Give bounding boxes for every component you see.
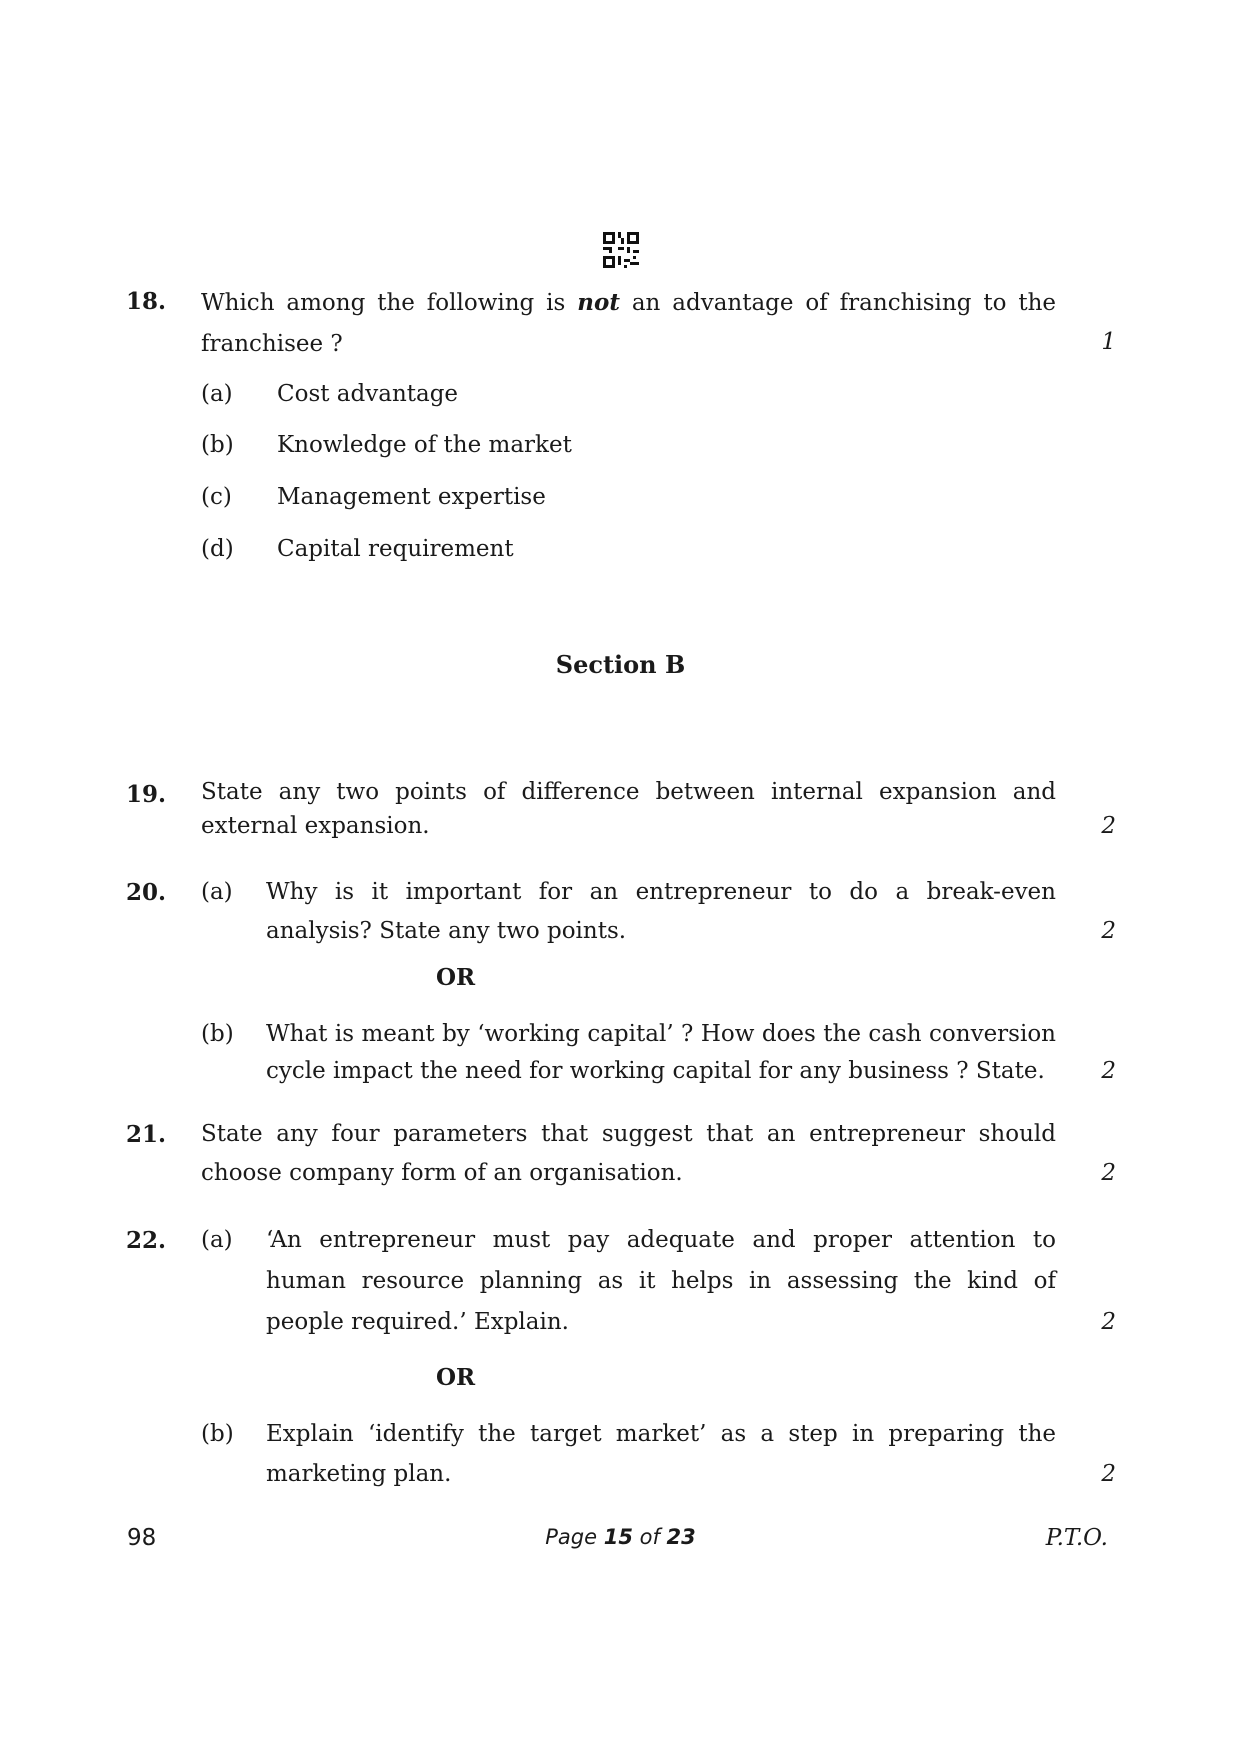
question-18	[126, 282, 1116, 562]
emphasis-not: not	[577, 289, 620, 316]
current-page: 15	[603, 1525, 633, 1549]
option-text: Capital requirement	[277, 536, 514, 562]
marks: 2	[1101, 1309, 1116, 1335]
question-number: 18.	[126, 288, 167, 315]
sub-question-label: (a)	[201, 879, 233, 905]
sub-question-text: Why is it important for an entrepreneur to do a break-even analysis? State any two points.	[266, 879, 1056, 944]
sub-question-label: (b)	[201, 1021, 234, 1047]
question-number: 19.	[126, 781, 167, 808]
marks: 2	[1101, 1461, 1116, 1487]
question-22	[126, 1220, 1116, 1500]
total-pages: 23	[666, 1525, 696, 1549]
or-separator: OR	[436, 1364, 476, 1391]
marks: 2	[1101, 1058, 1116, 1084]
question-21	[126, 1115, 1116, 1195]
option-label: (a)	[201, 381, 233, 407]
question-number: 20.	[126, 879, 167, 906]
paper-code: 98	[127, 1525, 157, 1551]
question-19	[126, 775, 1116, 855]
option-label: (b)	[201, 432, 234, 458]
sub-question-label: (b)	[201, 1421, 234, 1447]
question-text: Which among the following is not an advantage of franchising to the franchisee ?	[201, 289, 1057, 357]
page-number: Page 15 of 23	[545, 1525, 696, 1549]
or-separator: OR	[436, 964, 476, 991]
marks: 2	[1101, 1160, 1116, 1186]
pto-label: P.T.O.	[1045, 1525, 1108, 1551]
option-text: Cost advantage	[277, 381, 459, 407]
qr-code-icon	[603, 232, 639, 268]
marks: 2	[1101, 813, 1116, 839]
section-heading: Section B	[555, 650, 686, 679]
question-number: 21.	[126, 1121, 167, 1148]
option-text: Management expertise	[277, 484, 546, 510]
option-label: (c)	[201, 484, 232, 510]
question-20	[126, 873, 1116, 1093]
marks: 2	[1101, 918, 1116, 944]
sub-question-text: ‘An entrepreneur must pay adequate and proper attention to human resource planning as it helps in assessing the kind of people required.’ Explain.	[266, 1227, 1056, 1335]
option-text: Knowledge of the market	[277, 432, 572, 458]
question-text: State any four parameters that suggest that an entrepreneur should choose company form of an organisation.	[201, 1121, 1056, 1186]
question-number: 22.	[126, 1227, 167, 1254]
sub-question-label: (a)	[201, 1227, 233, 1253]
sub-question-text: What is meant by ‘working capital’ ? How does the cash conversion cycle impact the need for working capital for any business ? State.	[266, 1021, 1056, 1084]
marks: 1	[1101, 329, 1116, 355]
option-label: (d)	[201, 536, 234, 562]
question-text: State any two points of difference between internal expansion and external expansion.	[201, 779, 1056, 839]
sub-question-text: Explain ‘identify the target market’ as a step in preparing the marketing plan.	[266, 1421, 1056, 1487]
